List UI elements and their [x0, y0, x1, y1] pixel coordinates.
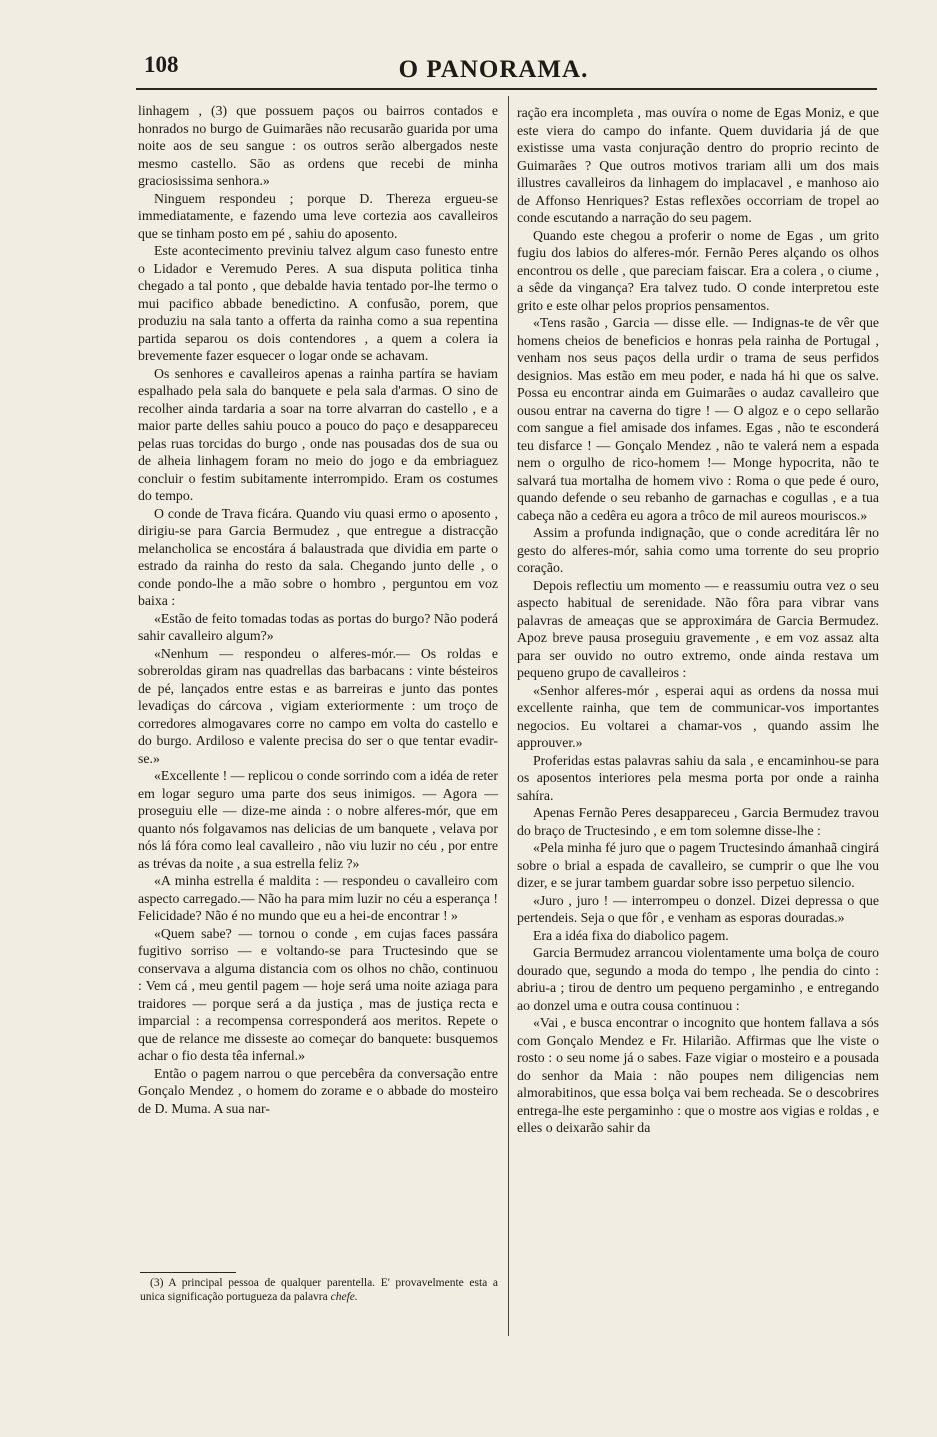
paragraph: ração era incompleta , mas ouvíra o nome de Egas Moniz, e que este viera do campo do infante. Quem duvidaria já de que existisse uma vasta conjuração dentro do proprio recinto de Guimarães ? Que outros motivos trariam alli um dos mais illustres cavalleiros da linhagem do implacavel , e manhoso aio de Affonso Henriques? Estas reflexões occorriam de tropel ao conde escutando a narração do seu pagem.: [517, 105, 879, 225]
footnote-text: (3) A principal pessoa de qualquer parentella. E' provavelmente esta a unica significação portugueza da palavra: [140, 1277, 498, 1303]
paragraph: Então o pagem narrou o que percebêra da conversação entre Gonçalo Mendez , o homem do zorame e o abbade do mosteiro de D. Muma. A sua nar-: [138, 1065, 498, 1116]
header-rule: [136, 88, 877, 90]
paragraph: Ninguem respondeu ; porque D. Thereza ergueu-se immediatamente, e fazendo uma leve cortezia aos cavalleiros que se tinham posto em pé , sahiu do aposento.: [138, 190, 498, 241]
paragraph: «Tens rasão , Garcia — disse elle. — Indignas-te de vêr que homens cheios de beneficios e honras pela rainha de Portugal , venham nos seus paços della urdir o trama de seus perfidos designios. Mas estão em meu poder, e nada há hi que os salve. Possa eu encontrar ainda em Guimarães o audaz cavalleiro que ousou entrar na caverna do tigre ! — O algoz e o cepo sellarão com sangue a fiel amisade dos infames. Egas , não te esconderá teu disfarce ! — Gonçalo Mendez , não te valerá nem a espada nem o orgulho de rico-homem !— Monge hypocrita, não te salvará tua mortalha de homem vivo : Roma o que pede é ouro, quando defende o seu rebanho de garnachas e cogullas , e a tua cabeça não a cedêra eu agora a trôco de mil aureos mouriscos.»: [517, 315, 879, 523]
footnote: [140, 1276, 498, 1304]
paragraph: Garcia Bermudez arrancou violentamente uma bolça de couro dourado que, segundo a moda do tempo , lhe pendia do cinto : abriu-a ; tirou de dentro um pequeno pergaminho , e entregando ao donzel uma e outra cousa continuou :: [517, 945, 879, 1013]
paragraph: linhagem , (3) que possuem paços ou bairros contados e honrados no burgo de Guimarães não recusarão guarida por uma noite aos de seu sangue : os outros serão albergados neste mesmo castello. Sāo as ordens que recebi de minha graciosissima senhora.»: [138, 103, 498, 188]
running-title: O PANORAMA.: [398, 56, 589, 83]
paragraph: Este acontecimento previniu talvez algum caso funesto entre o Lidador e Veremudo Peres. A sua disputa politica tinha chegado a tal ponto , que debalde havia tentado por-lhe termo o mui pacifico abbade benedictino. A confusão, porem, que produziu na sala tanto a offerta da rainha como a sua repentina partida separou os dois contendores , a quem a colera ia brevemente fazer esquecer o logar onde se achavam.: [138, 243, 498, 363]
paragraph: Apenas Fernão Peres desappareceu , Garcia Bermudez travou do braço de Tructesindo , e em tom solemne disse-lhe :: [517, 805, 879, 838]
right-column: [517, 104, 879, 1137]
paragraph: «Estão de feito tomadas todas as portas do burgo? Não poderá sahir cavalleiro algum?»: [138, 610, 498, 643]
paragraph: Assim a profunda indignação, que o conde acreditára lêr no gesto do alferes-mór, sahia como uma torrente do seu proprio coração.: [517, 525, 879, 575]
footnote-rule: [140, 1272, 236, 1273]
paragraph: Os senhores e cavalleiros apenas a rainha partíra se haviam espalhado pela sala do banquete e pela sala d'armas. O sino de recolher ainda tardaria a soar na torre alvarran do castello , e a maior parte delles sahiu pouco a pouco do paço e desappareceu pelas ruas torcidas do burgo , onde nas pousadas dos de sua ou de alheia linhagem foram no meio do jogo e da embriaguez concluir o festim subitamente interrompido. Eram os costumes do tempo.: [138, 365, 498, 503]
paragraph: «A minha estrella é maldita : — respondeu o cavalleiro com aspecto carregado.— Não ha para mim luzir no céu a esperança ! Felicidade? Não é no mundo que eu a hei-de encontrar ! »: [138, 873, 498, 923]
paragraph: Quando este chegou a proferir o nome de Egas , um grito fugiu dos labios do alferes-mór. Fernão Peres alçando os olhos encontrou os delle , que pareciam faiscar. Era a colera , o ciume , a sêde da vingança? Era talvez tudo. O conde interpretou este grito e este olhar pelos proprios pensamentos.: [517, 227, 879, 313]
paragraph: Era a idéa fixa do diabolico pagem.: [533, 927, 729, 943]
paragraph: Proferidas estas palavras sahiu da sala , e encaminhou-se para os aposentos interiores pela mesma porta por onde a rainha sahíra.: [517, 752, 879, 803]
paragraph: «Quem sabe? — tornou o conde , em cujas faces passára fugitivo sorriso — e voltando-se para Tructesindo que se conservava a alguma distancia com os olhos no chão, continuou : Vem cá , meu gentil pagem — hoje será uma noite aziaga para traidores — porque será a da justiça , mas de justiça recta e imparcial : a recompensa corresponderá aos meritos. Repete o que de relance me disseste ao começar do banquete: busquemos achar o fio desta têa infernal.»: [138, 925, 498, 1063]
paragraph: «Juro , juro ! — interrompeu o donzel. Dizei depressa o que pertendeis. Seja o que fôr , e venham as esporas douradas.»: [517, 892, 879, 925]
paragraph: «Excellente ! — replicou o conde sorrindo com a idéa de reter em logar seguro uma parte dos seus inimigos. — Agora — proseguiu elle — dize-me ainda : o nobre alferes-mór, que em quanto nós folgavamos nas delicias de um banquete , velava por nós lá fóra como leal cavalleiro , não viu luzir no céu , por entre as trévas da noite , a sua estrella feliz ?»: [138, 768, 498, 871]
paragraph: Depois reflectiu um momento — e reassumiu outra vez o seu aspecto habitual de serenidade. Não fôra para vibrar vans palavras de ameaças que se approximára de Garcia Bermudez. Apoz breve pausa proseguiu gravemente , e em voz assaz alta para ser ouvido no outro extremo, onde ainda restava um pequeno grupo de cavalleiros :: [517, 577, 879, 680]
footnote-italic-word: chefe.: [330, 1291, 358, 1303]
left-column: [138, 102, 498, 1117]
paragraph: «Pela minha fé juro que o pagem Tructesindo ámanhaã cingirá sobre o brial a espada de cavalleiro, se cumprir o que lhe vou dizer, e se jurar tambem guardar sobre isso perpetuo silencio.: [517, 840, 879, 890]
paragraph: «Senhor alferes-mór , esperai aqui as ordens da nossa mui excellente rainha, que tem de communicar-vos importantes negocios. Eu voltarei a chamar-vos , quando assim lhe approuver.»: [517, 682, 879, 750]
paragraph: «Vai , e busca encontrar o incognito que hontem fallava a sós com Gonçalo Mendez e Fr. Hilarião. Affirmas que lhe viste o rosto : o seu nome já o sabes. Faze vigiar o mosteiro e a pousada do senhor da Maia : não poupes nem diligencias nem almorabitinos, que essa bolça vai bem recheada. Se o descobrires entrega-lhe este pergaminho : que o mostre aos vigias e roldas , e elles o deixarão sahir da: [517, 1015, 879, 1135]
page-number: 108: [144, 52, 179, 77]
paragraph: «Nenhum — respondeu o alferes-mór.— Os roldas e sobreroldas giram nas quadrellas das barbacans : vinte bésteiros de pé, lançados entre estas e as barreiras e junto das pontes levadiças do cárcova , vigiam exteriormente : um troço de corredores almogavares corre no campo em volta do castello e do burgo. Ardiloso e valente precisa do ser o que tentar evadir-se.»: [138, 645, 498, 766]
paragraph: O conde de Trava ficára. Quando viu quasi ermo o aposento , dirigiu-se para Garcia Bermudez , que entregue a distracção melancholica se encostára á balaustrada que dividia em parte o estrado da rainha do resto da sala. Chegando junto delle , o conde pondo-lhe a mão sobre o hombro , perguntou em voz baixa :: [138, 505, 498, 608]
column-divider: [508, 96, 509, 1336]
